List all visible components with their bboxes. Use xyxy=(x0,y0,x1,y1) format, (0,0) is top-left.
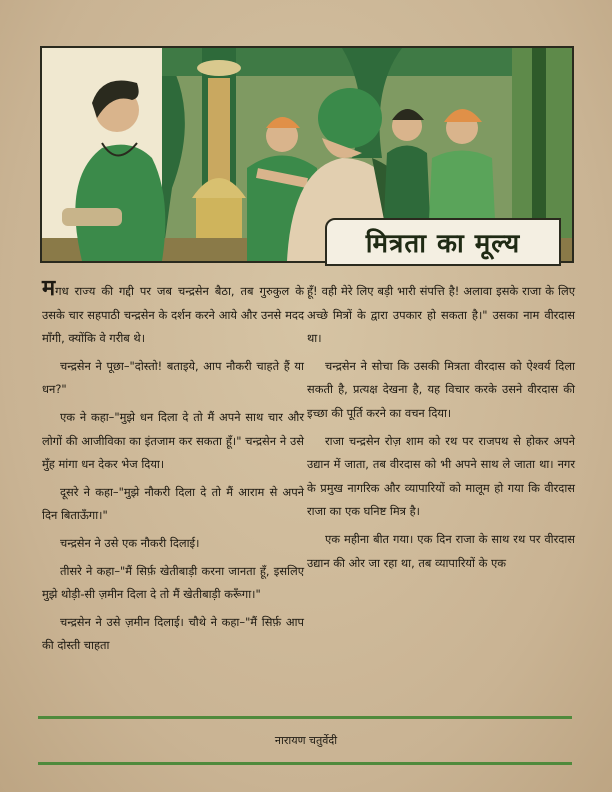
story-title-box xyxy=(325,218,561,266)
paragraph: चन्द्रसेन ने उसे ज़मीन दिलाई। चौथे ने कहा–"मैं सिर्फ़ आप की दोस्ती चाहता xyxy=(42,614,304,653)
paragraph: एक महीना बीत गया। एक दिन राजा के साथ रथ पर वीरदास उद्यान की ओर जा रहा था, तब व्यापारियों के एक xyxy=(307,531,575,570)
left-text-column xyxy=(42,276,304,662)
paragraph: तीसरे ने कहा–"मैं सिर्फ़ खेतीबाड़ी करना जानता हूँ, इसलिए मुझे थोड़ी-सी ज़मीन दिला दे तो मैं खेतीबाड़ी करूँगा।" xyxy=(42,563,304,602)
divider-top xyxy=(38,716,572,719)
drop-cap: म xyxy=(42,276,56,301)
author-name: नारायण चतुर्वेदी xyxy=(274,734,338,747)
story-title: मित्रता का मूल्य xyxy=(365,229,521,259)
paragraph: चन्द्रसेन ने पूछा–"दोस्तो! बताइये, आप नौकरी चाहते हैं या धन?" xyxy=(42,358,304,397)
paragraph: एक ने कहा–"मुझे धन दिला दे तो मैं अपने साथ चार और लोगों की आजीविका का इंतजाम कर सकता हूँ।" चन्द्रसेन ने उसे मुँह मांगा धन देकर भेज दिया। xyxy=(42,409,304,472)
paragraph: चन्द्रसेन ने उसे एक नौकरी दिलाई। xyxy=(60,535,200,550)
paragraph: हूँ! वही मेरे लिए बड़ी भारी संपत्ति है! अलावा इसके राजा के लिए अच्छे मित्रों के द्वारा उपकार हो सकता है।" उसका नाम वीरदास था। xyxy=(307,284,575,346)
paragraph: चन्द्रसेन ने सोचा कि उसकी मित्रता वीरदास को ऐश्वर्य दिला सकती है, प्रत्यक्ष देखना है, यह विचार करके उसने वीरदास की इच्छा की पूर्ति करने का वचन दिया। xyxy=(307,358,575,420)
divider-bottom xyxy=(38,762,572,765)
paragraph: मगध राज्य की गद्दी पर जब चन्द्रसेन बैठा, तब गुरुकुल के उसके चार सहपाठी चन्द्रसेन के दर्शन करने आये और उनसे मदद माँगी, क्योंकि वे गरीब थे। xyxy=(42,276,304,346)
paragraph: दूसरे ने कहा–"मुझे नौकरी दिला दे तो मैं आराम से अपने दिन बिताऊँगा।" xyxy=(42,484,304,523)
paragraph: राजा चन्द्रसेन रोज़ शाम को रथ पर राजपथ से होकर अपने उद्यान में जाता, तब वीरदास को भी अपने साथ ले जाता था। नगर के प्रमुख नागरिक और व्यापारियों को मालूम हो गया कि वीरदास राजा का एक घनिष्ट मित्र है। xyxy=(307,433,575,519)
right-text-column xyxy=(307,280,575,579)
